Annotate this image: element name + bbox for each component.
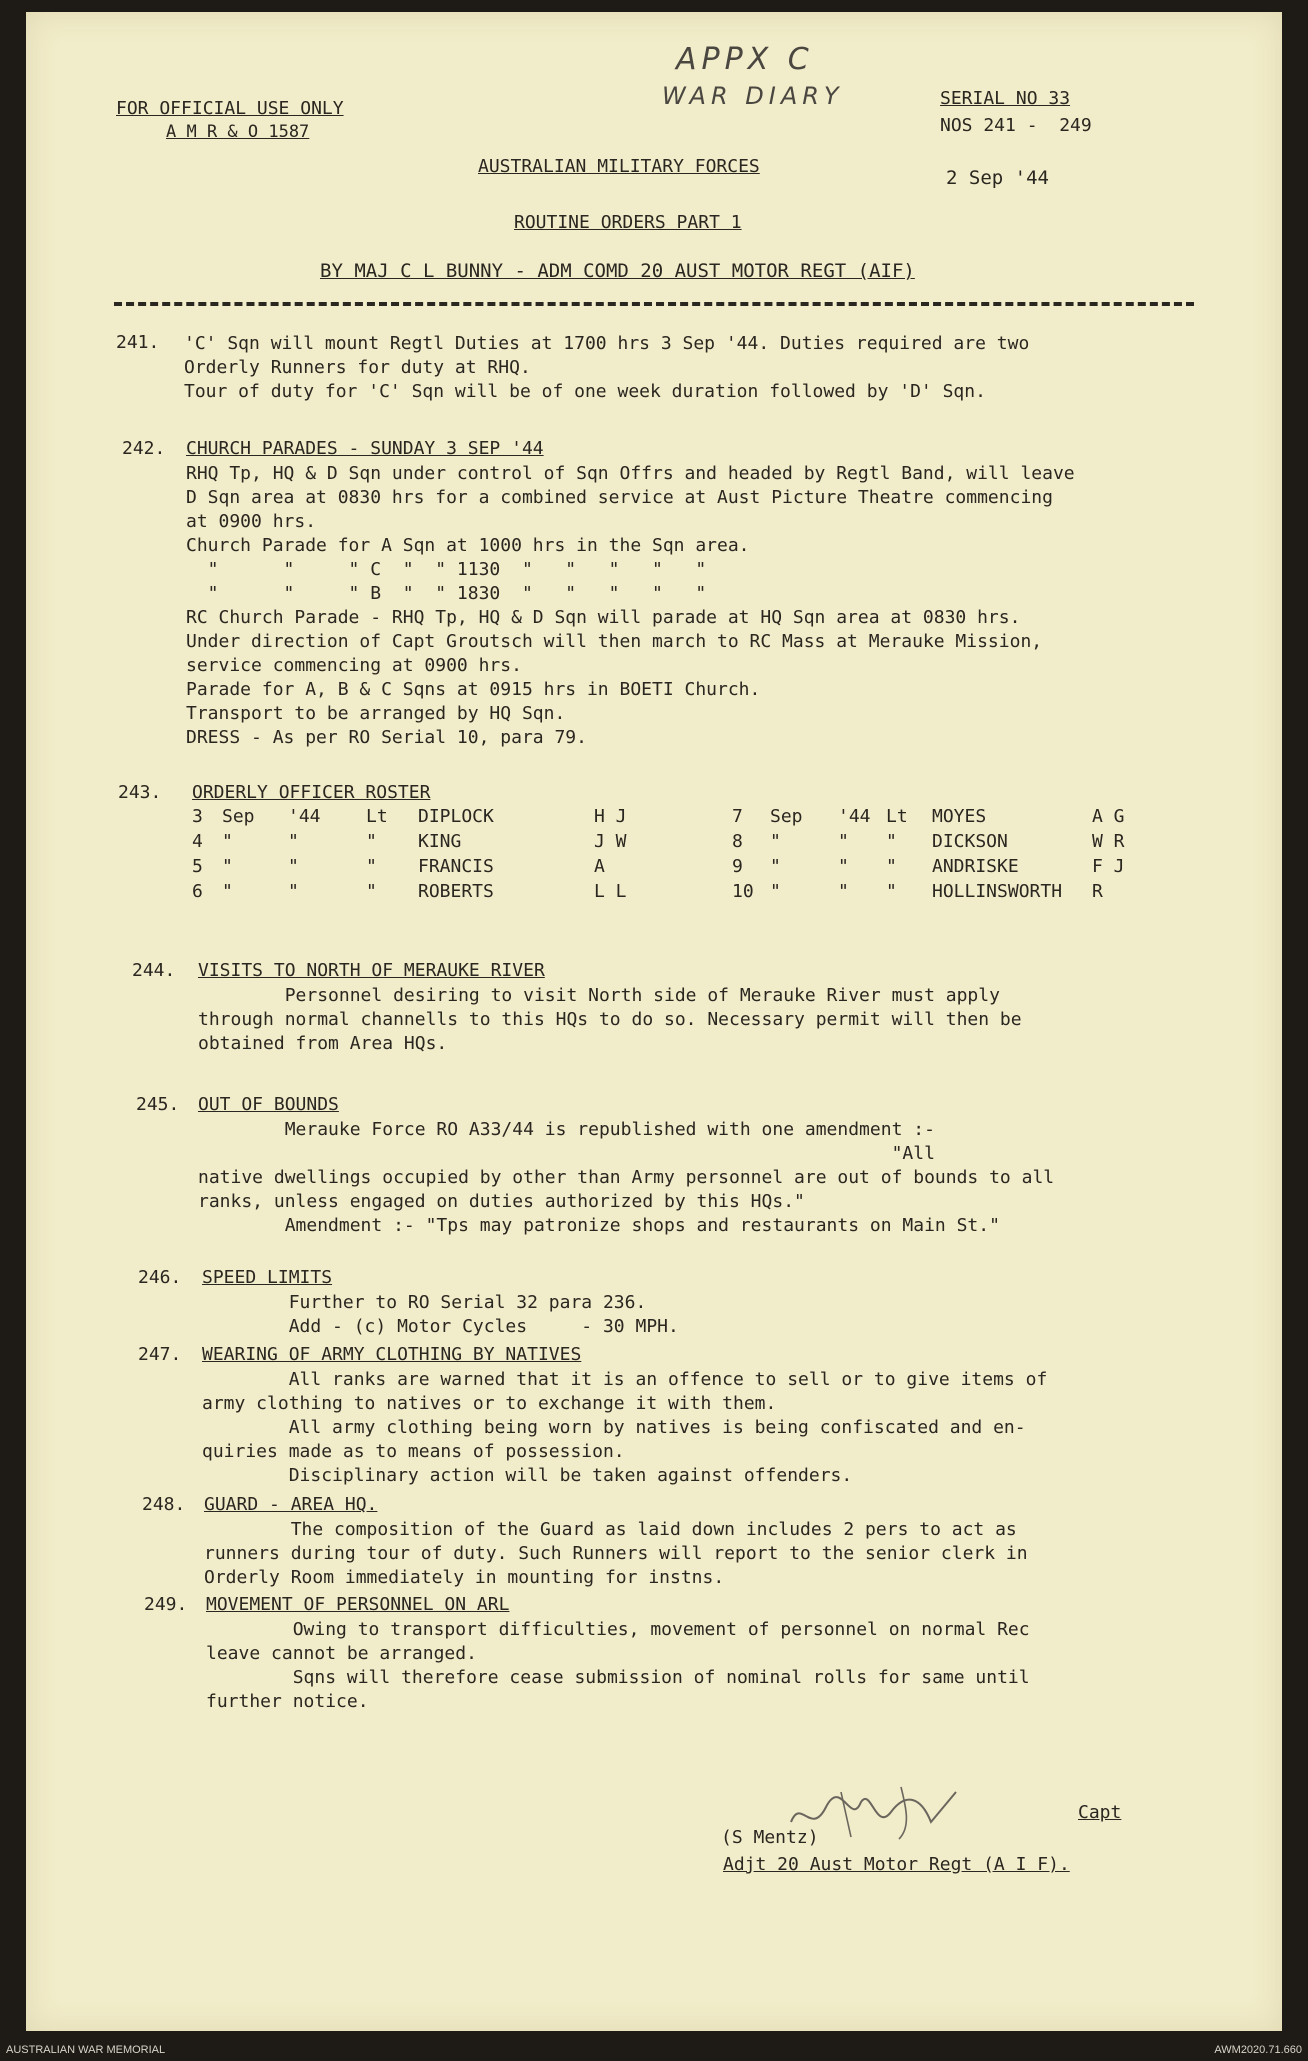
roster-cell: "	[222, 856, 233, 877]
amr-label: A M R & O 1587	[166, 122, 310, 142]
order-line: Owing to transport difficulties, movement of personnel on normal Rec	[206, 1619, 1030, 1640]
archive-footer	[0, 2042, 1308, 2061]
roster-cell: "	[288, 831, 299, 852]
order-line: further notice.	[206, 1691, 369, 1712]
order-244-body	[198, 984, 1278, 1056]
order-line: All ranks are warned that it is an offence to sell or to give items of	[202, 1369, 1048, 1390]
order-line: Orderly Runners for duty at RHQ.	[184, 357, 531, 378]
order-line: RC Church Parade - RHQ Tp, HQ & D Sqn will parade at HQ Sqn area at 0830 hrs.	[186, 607, 1021, 628]
order-line: " " " B " " 1830 " " " " "	[186, 583, 707, 604]
order-line: at 0900 hrs.	[186, 511, 317, 532]
order-line: native dwellings occupied by other than Army personnel are out of bounds to all	[198, 1167, 1055, 1188]
document-page	[26, 12, 1282, 2031]
order-number-242: 242.	[122, 438, 166, 459]
order-number-248: 248.	[142, 1494, 186, 1515]
order-line: 'C' Sqn will mount Regtl Duties at 1700 hrs 3 Sep '44. Duties required are two	[184, 333, 1030, 354]
order-242-heading: CHURCH PARADES - SUNDAY 3 SEP '44	[186, 438, 544, 459]
roster-cell: "	[222, 881, 233, 902]
order-line: Transport to be arranged by HQ Sqn.	[186, 703, 566, 724]
order-line: D Sqn area at 0830 hrs for a combined service at Aust Picture Theatre commencing	[186, 487, 1053, 508]
order-248-body	[204, 1518, 1284, 1590]
roster-cell: J W	[594, 831, 627, 852]
order-line: Personnel desiring to visit North side of Merauke River must apply	[198, 985, 1000, 1006]
order-line: Under direction of Capt Groutsch will then march to RC Mass at Merauke Mission,	[186, 631, 1043, 652]
roster-cell: R	[1092, 881, 1103, 902]
order-line: Parade for A, B & C Sqns at 0915 hrs in BOETI Church.	[186, 679, 761, 700]
order-249-body	[206, 1618, 1286, 1714]
header-rule	[114, 302, 1194, 306]
roster-cell: 7	[732, 806, 743, 827]
order-number-243: 243.	[118, 782, 162, 803]
order-number-249: 249.	[144, 1594, 188, 1615]
roster-cell: 3	[192, 806, 203, 827]
order-line: army clothing to natives or to exchange it with them.	[202, 1393, 777, 1414]
official-use-label: FOR OFFICIAL USE ONLY	[116, 98, 344, 119]
order-line: service commencing at 0900 hrs.	[186, 655, 522, 676]
roster-cell: 8	[732, 831, 743, 852]
roster-cell: Sep	[222, 806, 255, 827]
footer-institution: AUSTRALIAN WAR MEMORIAL	[6, 2044, 166, 2056]
roster-cell: FRANCIS	[418, 856, 494, 877]
order-line: ranks, unless engaged on duties authorized by this HQs."	[198, 1191, 805, 1212]
roster-cell: MOYES	[932, 806, 987, 827]
roster-cell: "	[366, 881, 377, 902]
order-line: obtained from Area HQs.	[198, 1033, 448, 1054]
serial-number: SERIAL NO 33	[940, 88, 1071, 109]
roster-cell: H J	[594, 806, 627, 827]
order-line: runners during tour of duty. Such Runners will report to the senior clerk in	[204, 1543, 1028, 1564]
roster-cell: "	[838, 856, 849, 877]
order-number-244: 244.	[132, 960, 176, 981]
roster-cell: 10	[732, 881, 754, 902]
handwritten-war-diary: WAR DIARY	[662, 82, 844, 110]
roster-cell: "	[886, 881, 897, 902]
roster-cell: KING	[418, 831, 462, 852]
order-number-245: 245.	[136, 1094, 180, 1115]
footer-accession: AWM2020.71.660	[1214, 2044, 1302, 2056]
roster-cell: '44	[288, 806, 321, 827]
order-line: Add - (c) Motor Cycles - 30 MPH.	[202, 1316, 679, 1337]
roster-cell: DICKSON	[932, 831, 1008, 852]
title-forces: AUSTRALIAN MILITARY FORCES	[478, 156, 760, 177]
order-line: RHQ Tp, HQ & D Sqn under control of Sqn Offrs and headed by Regtl Band, will leave	[186, 463, 1075, 484]
signature-name: (S Mentz)	[721, 1827, 819, 1848]
roster-cell: A G	[1092, 806, 1125, 827]
roster-cell: Lt	[366, 806, 388, 827]
order-line: Tour of duty for 'C' Sqn will be of one week duration followed by 'D' Sqn.	[184, 381, 986, 402]
order-line: DRESS - As per RO Serial 10, para 79.	[186, 727, 587, 748]
order-number-246: 246.	[138, 1267, 182, 1288]
order-246-body	[202, 1291, 1282, 1339]
order-numbers: NOS 241 - 249	[940, 115, 1092, 136]
roster-cell: "	[770, 881, 781, 902]
roster-cell: ANDRISKE	[932, 856, 1019, 877]
order-number-241: 241.	[116, 332, 160, 353]
order-line: The composition of the Guard as laid down includes 2 pers to act as	[204, 1519, 1017, 1540]
order-241-body	[184, 332, 1264, 404]
roster-cell: "	[288, 881, 299, 902]
order-line: through normal channells to this HQs to do so. Necessary permit will then be	[198, 1009, 1022, 1030]
order-242-body	[186, 462, 1266, 750]
order-247-heading: WEARING OF ARMY CLOTHING BY NATIVES	[202, 1344, 582, 1365]
order-245-heading: OUT OF BOUNDS	[198, 1094, 339, 1115]
roster-cell: A	[594, 856, 605, 877]
order-line: quiries made as to means of possession.	[202, 1441, 625, 1462]
signature-rank: Capt	[1078, 1802, 1122, 1823]
title-routine-orders: ROUTINE ORDERS PART 1	[514, 212, 742, 233]
document-date: 2 Sep '44	[946, 167, 1049, 189]
order-line: Merauke Force RO A33/44 is republished with one amendment :-	[198, 1119, 935, 1140]
roster-cell: F J	[1092, 856, 1125, 877]
order-line: " " " C " " 1130 " " " " "	[186, 559, 707, 580]
order-247-body	[202, 1368, 1282, 1488]
roster-cell: W R	[1092, 831, 1125, 852]
roster-cell: "	[770, 856, 781, 877]
roster-cell: "	[222, 831, 233, 852]
order-249-heading: MOVEMENT OF PERSONNEL ON ARL	[206, 1594, 510, 1615]
roster-cell: "	[838, 881, 849, 902]
signature-title: Adjt 20 Aust Motor Regt (A I F).	[723, 1854, 1070, 1875]
order-line: All army clothing being worn by natives is being confiscated and en-	[202, 1417, 1026, 1438]
order-line: Disciplinary action will be taken against offenders.	[202, 1465, 853, 1486]
order-244-heading: VISITS TO NORTH OF MERAUKE RIVER	[198, 960, 545, 981]
roster-cell: L L	[594, 881, 627, 902]
order-line: Orderly Room immediately in mounting for instns.	[204, 1567, 725, 1588]
roster-cell: "	[886, 856, 897, 877]
roster-cell: "	[366, 831, 377, 852]
roster-cell: 5	[192, 856, 203, 877]
order-246-heading: SPEED LIMITS	[202, 1267, 333, 1288]
roster-cell: 9	[732, 856, 743, 877]
roster-cell: 4	[192, 831, 203, 852]
order-line: Further to RO Serial 32 para 236.	[202, 1292, 647, 1313]
order-243-heading: ORDERLY OFFICER ROSTER	[192, 782, 431, 803]
roster-cell: '44	[838, 806, 871, 827]
order-245-body	[198, 1118, 1278, 1238]
order-number-247: 247.	[138, 1344, 182, 1365]
roster-cell: "	[366, 856, 377, 877]
roster-cell: DIPLOCK	[418, 806, 494, 827]
order-line: Church Parade for A Sqn at 1000 hrs in the Sqn area.	[186, 535, 750, 556]
order-248-heading: GUARD - AREA HQ.	[204, 1494, 378, 1515]
order-line: Amendment :- "Tps may patronize shops and restaurants on Main St."	[198, 1215, 1000, 1236]
roster-cell: Lt	[886, 806, 908, 827]
order-line: "All	[198, 1143, 935, 1164]
roster-cell: "	[770, 831, 781, 852]
roster-cell: "	[838, 831, 849, 852]
roster-cell: ROBERTS	[418, 881, 494, 902]
roster-cell: "	[886, 831, 897, 852]
order-line: leave cannot be arranged.	[206, 1643, 477, 1664]
roster-cell: HOLLINSWORTH	[932, 881, 1063, 902]
order-line: Sqns will therefore cease submission of nominal rolls for same until	[206, 1667, 1030, 1688]
handwritten-appx: APPX C	[676, 42, 814, 77]
title-commander: BY MAJ C L BUNNY - ADM COMD 20 AUST MOTOR REGT (AIF)	[320, 260, 915, 282]
roster-cell: 6	[192, 881, 203, 902]
roster-cell: "	[288, 856, 299, 877]
roster-cell: Sep	[770, 806, 803, 827]
